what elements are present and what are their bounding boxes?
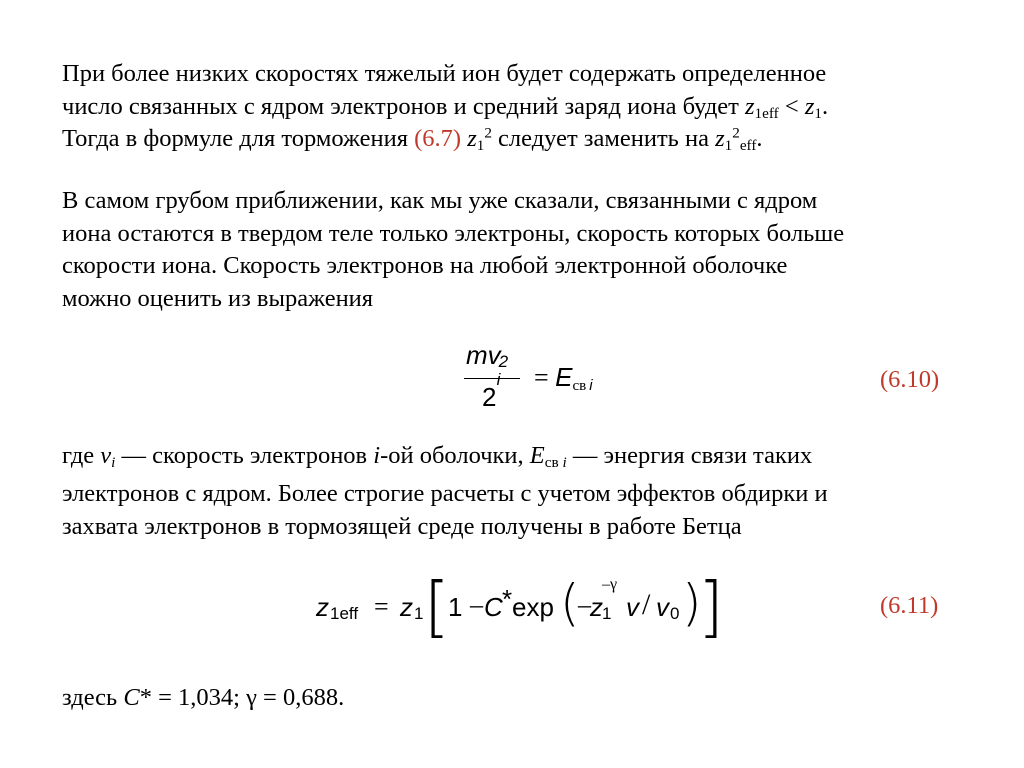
p4-text-b: * = 1,034; γ = 0,688. [139, 684, 345, 711]
superscript-2: 2 [498, 352, 509, 371]
superscript-2: 2 [732, 124, 740, 142]
C-symbol: C [484, 592, 503, 622]
p4-line-1 [62, 682, 962, 715]
superscript-minus-gamma: –γ [602, 576, 618, 593]
p1-line-3-text: Тогда в формуле для торможения [62, 125, 415, 152]
subscript-1: 1 [414, 604, 424, 623]
period: . [756, 125, 763, 152]
m-symbol: m [466, 340, 488, 370]
p3-text-a: где [62, 442, 101, 469]
z-symbol: z [400, 592, 413, 622]
z-symbol: z [467, 125, 477, 152]
p3-text-c: -ой оболочки, [380, 442, 530, 469]
subscript-i: i [562, 453, 567, 471]
p3-line-3: захвата электронов в тормозящей среде получены в работе Бетца [62, 512, 742, 540]
equation-6-10 [458, 338, 618, 418]
p3-text-b: — скорость электронов [115, 442, 374, 469]
fraction-numerator [466, 340, 513, 389]
left-paren: ( [560, 574, 580, 632]
equation-number-6-11: (6.11) [880, 592, 939, 619]
equation-6-11 [316, 568, 724, 650]
subscript-1: 1 [476, 136, 485, 154]
paragraph-2 [62, 185, 962, 315]
z-symbol: z [715, 125, 725, 152]
subscript-0: 0 [670, 604, 680, 623]
v-symbol: v [487, 340, 501, 370]
formula-reference-6-7[interactable]: (6.7) [414, 125, 462, 152]
E-symbol: E [555, 362, 573, 392]
subscript-sv: св [544, 453, 563, 471]
subscript-1: 1 [724, 136, 733, 154]
subscript-i: i [496, 370, 501, 389]
right-square-bracket: ] [698, 568, 724, 645]
equals-sign: = [534, 363, 556, 392]
right-paren: ) [682, 574, 702, 632]
subscript-eff: eff [739, 136, 757, 154]
subscript-sv: св [572, 377, 587, 394]
z-symbol: z [745, 92, 755, 120]
p3-text-d: — энергия связи таких [566, 442, 813, 469]
v-symbol: v [100, 442, 112, 469]
subscript-1: 1 [814, 104, 822, 122]
equation-number-6-10: (6.10) [880, 366, 940, 393]
z-symbol: z [590, 592, 603, 622]
subscript-i: i [111, 453, 116, 471]
period: . [821, 92, 829, 120]
exp-function: exp [512, 592, 554, 622]
p3-line-2: электронов с ядром. Более строгие расчеты с учетом эффектов обдирки и [62, 480, 828, 507]
p2-line-2: иона остаются в твердом теле только электроны, скорость которых больше [62, 219, 845, 247]
paragraph-4 [62, 682, 962, 715]
left-square-bracket: [ [424, 568, 450, 645]
one-digit: 1 [448, 592, 463, 622]
p2-line-3: скорости иона. Скорость электронов на любой электронной оболочке [62, 252, 788, 279]
minus-sign: – [578, 590, 591, 619]
i-symbol: i [373, 442, 381, 469]
paragraph-1 [62, 58, 962, 156]
subscript-1eff: 1eff [330, 604, 359, 623]
p1-line-2 [62, 91, 962, 124]
p3-line-1 [62, 440, 962, 478]
fraction-bar [464, 378, 520, 379]
paragraph-3 [62, 440, 962, 543]
p1-line-3 [62, 123, 962, 156]
C-symbol: C [123, 684, 140, 711]
v-symbol: v [656, 592, 669, 622]
v-symbol: v [626, 592, 639, 622]
p1-line-1: При более низких скоростях тяжелый ион будет содержать определенное [62, 60, 827, 87]
minus-sign: – [470, 590, 483, 619]
star-symbol: * [502, 584, 513, 614]
E-symbol: E [529, 442, 545, 469]
equation-rhs [534, 362, 593, 393]
subscript-i: i [589, 376, 593, 394]
subscript-1eff: 1eff [754, 104, 779, 122]
p4-text-a: здесь [62, 684, 124, 711]
z-symbol: z [804, 92, 815, 120]
superscript-2: 2 [484, 124, 492, 142]
less-than: < [778, 92, 805, 120]
p1-line-2-text: число связанных с ядром электронов и средний заряд иона будет [62, 92, 745, 120]
equals-sign: = [374, 592, 389, 621]
p1-line-3-text-b: следует заменить на [491, 125, 716, 152]
p2-line-1: В самом грубом приближении, как мы уже сказали, связанными с ядром [62, 187, 818, 214]
p2-line-4: можно оценить из выражения [62, 284, 374, 312]
slash: / [642, 588, 651, 621]
fraction-denominator: 2 [482, 382, 497, 412]
z-symbol: z [316, 592, 329, 622]
subscript-1: 1 [602, 604, 612, 623]
